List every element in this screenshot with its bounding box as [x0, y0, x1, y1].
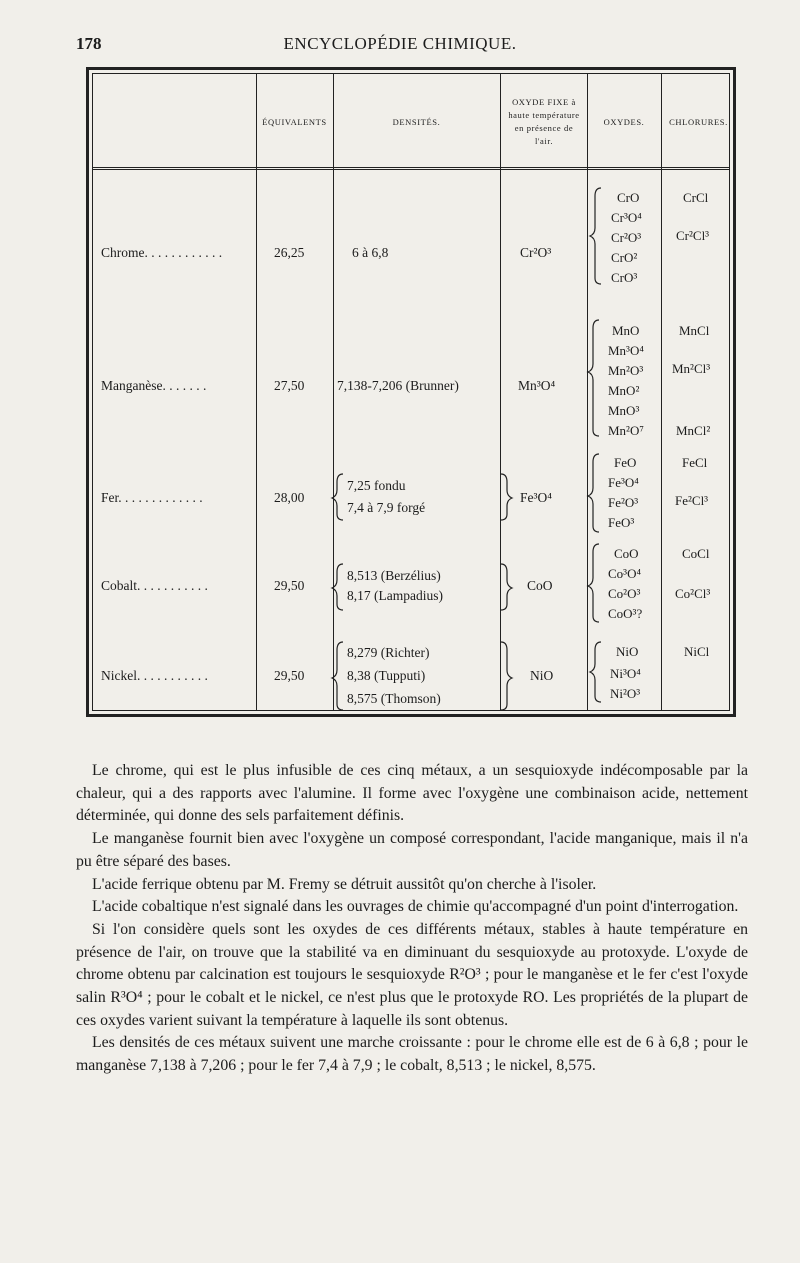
oxide-formula: Ni²O³ — [610, 686, 641, 701]
oxide-formula: Cr³O⁴ — [611, 210, 642, 225]
metal-name: Nickel. . . . . . . . . . . — [101, 668, 208, 683]
paragraph: Les densités de ces métaux suivent une marche croissante : pour le chrome elle est de 6 à 6,8 ; pour le manganèse 7,138 à 7,206 ; pour le fer 7,4 à 7,9 ; le cobalt, 8,513 ; le nickel, 8,575. — [76, 1034, 748, 1075]
metal-name: Chrome. . . . . . . . . . . . — [101, 245, 223, 260]
oxide-formula: CrO² — [611, 250, 638, 265]
paragraph: Le manganèse fournit bien avec l'oxygène un composé correspondant, l'acide manganique, mais il n'a pu être séparé des bases. — [76, 830, 748, 870]
paragraph: Le chrome, qui est le plus infusible de ces cinq métaux, a un sesquioxyde indécomposable par la chaleur, qui a des rapports avec l'alumine. Il forme avec l'oxygène une combinaison acide, nettement déterminée, qui donne des sels parfaitement définis. — [76, 762, 748, 825]
equivalent-value: 27,50 — [274, 378, 305, 393]
fixed-oxide: Mn³O⁴ — [518, 378, 556, 393]
metal-table — [86, 67, 736, 717]
page-number: 178 — [76, 34, 102, 53]
chloride-formula: Co²Cl³ — [675, 586, 711, 601]
oxide-formula: CrO — [617, 190, 640, 205]
fixed-oxide: Cr²O³ — [520, 245, 552, 260]
chloride-formula: CrCl — [683, 190, 709, 205]
running-title: ENCYCLOPÉDIE CHIMIQUE. — [283, 34, 517, 53]
oxide-formula: Ni³O⁴ — [610, 666, 641, 681]
chloride-formula: CoCl — [682, 546, 710, 561]
oxide-formula: FeO³ — [608, 515, 635, 530]
body-text — [76, 760, 748, 1078]
chloride-formula: NiCl — [684, 644, 710, 659]
chloride-formula: MnCl² — [676, 423, 711, 438]
chloride-formula: Mn²Cl³ — [672, 361, 711, 376]
header-chlorides: CHLORURES. — [669, 116, 728, 127]
density-value: 8,38 (Tupputi) — [347, 668, 426, 683]
oxide-formula: Fe²O³ — [608, 495, 639, 510]
paragraph: Si l'on considère quels sont les oxydes de ces différents métaux, stables à haute température en présence de l'air, on trouve que la stabilité va en diminuant du sesquioxyde au protoxyde. L'oxyde de chrome obtenu par calcination est toujours le sesquioxyde R²O³ ; pour le manganèse et le fer c'est l'oxyde salin R³O⁴ ; pour le cobalt et le nickel, ce n'est plus que le protoxyde RO. Les propriétés de la plupart de ces oxydes varient suivant la température à laquelle ils sont obtenus. — [76, 920, 748, 1029]
density-value: 8,279 (Richter) — [347, 645, 430, 660]
equivalent-value: 29,50 — [274, 668, 305, 683]
oxide-formula: Fe³O⁴ — [608, 475, 639, 490]
paragraph: L'acide cobaltique n'est signalé dans les ouvrages de chimie qu'accompagné d'un point d'interrogation. — [92, 898, 739, 916]
chloride-formula: Fe²Cl³ — [675, 493, 709, 508]
equivalent-value: 28,00 — [274, 490, 305, 505]
density-value: 7,4 à 7,9 forgé — [347, 500, 426, 515]
density-value: 7,25 fondu — [347, 478, 406, 493]
density-value: 6 à 6,8 — [352, 245, 389, 260]
oxide-formula: Mn³O⁴ — [608, 343, 644, 358]
density-value: 8,575 (Thomson) — [347, 691, 441, 706]
metal-name: Manganèse. . . . . . . — [101, 378, 207, 393]
chloride-formula: FeCl — [682, 455, 708, 470]
oxide-formula: MnO³ — [608, 403, 640, 418]
oxide-formula: CoO³? — [608, 606, 643, 621]
equivalent-value: 26,25 — [274, 245, 305, 260]
chloride-formula: Cr²Cl³ — [676, 228, 710, 243]
oxide-formula: MnO² — [608, 383, 640, 398]
equivalent-value: 29,50 — [274, 578, 305, 593]
header-densities: DENSITÉS. — [392, 116, 441, 127]
chloride-formula: MnCl — [679, 323, 710, 338]
oxide-formula: Co²O³ — [608, 586, 641, 601]
oxide-formula: Co³O⁴ — [608, 566, 641, 581]
paragraph: L'acide ferrique obtenu par M. Fremy se détruit aussitôt qu'on cherche à l'isoler. — [92, 875, 597, 893]
oxide-formula: FeO — [614, 455, 637, 470]
oxide-formula: Mn²O⁷ — [608, 423, 644, 438]
header-oxides: OXYDES. — [603, 116, 645, 127]
fixed-oxide: Fe³O⁴ — [520, 490, 553, 505]
oxide-formula: MnO — [612, 323, 640, 338]
oxide-formula: CoO — [614, 546, 639, 561]
oxide-formula: CrO³ — [611, 270, 638, 285]
metal-name: Fer. . . . . . . . . . . . . — [101, 490, 203, 505]
header-fixed-oxide: OXYDE FIXE à haute température en présence de l'air. — [508, 97, 580, 146]
oxide-formula: Mn²O³ — [608, 363, 644, 378]
table-frame — [92, 73, 730, 711]
oxide-formula: NiO — [616, 644, 639, 659]
oxide-formula: Cr²O³ — [611, 230, 642, 245]
density-value: 8,513 (Berzélius) — [347, 568, 441, 583]
fixed-oxide: NiO — [530, 668, 554, 683]
header-equivalents: ÉQUIVALENTS — [262, 116, 327, 127]
metal-name: Cobalt. . . . . . . . . . . — [101, 578, 208, 593]
brace-marks — [93, 74, 737, 718]
density-value: 7,138-7,206 (Brunner) — [337, 378, 459, 393]
density-value: 8,17 (Lampadius) — [347, 588, 443, 603]
fixed-oxide: CoO — [527, 578, 553, 593]
